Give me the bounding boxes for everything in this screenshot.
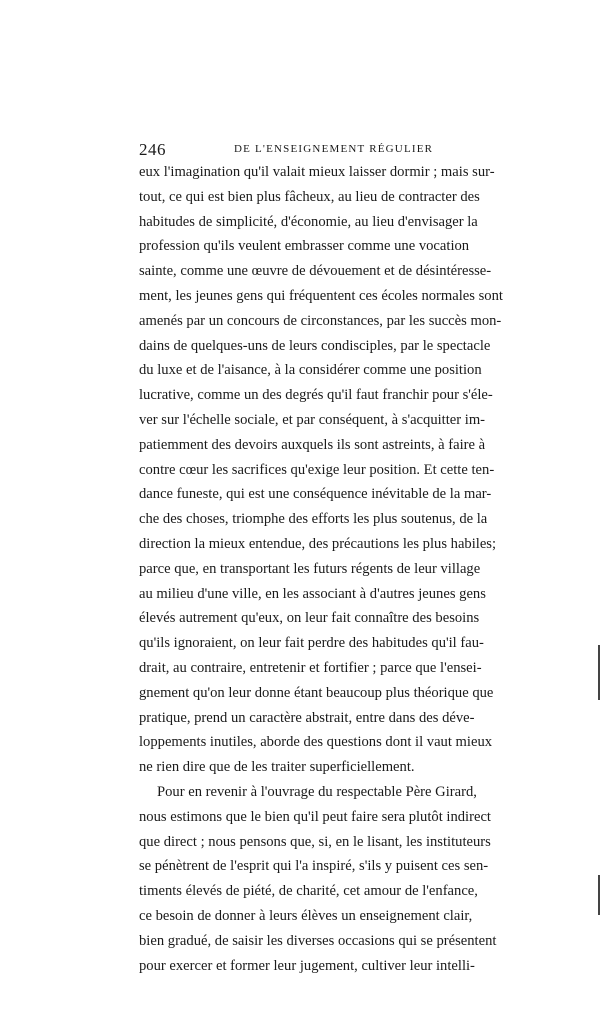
text-line: bien gradué, de saisir les diverses occasions qui se présentent xyxy=(139,932,497,949)
text-line: tout, ce qui est bien plus fâcheux, au lieu de contracter des xyxy=(139,188,480,205)
text-line: contre cœur les sacrifices qu'exige leur position. Et cette ten- xyxy=(139,461,495,478)
text-line: Pour en revenir à l'ouvrage du respectable Père Girard, xyxy=(157,783,477,800)
text-line: ver sur l'échelle sociale, et par conséquent, à s'acquitter im- xyxy=(139,411,486,428)
text-line: che des choses, triomphe des efforts les plus soutenus, de la xyxy=(139,511,488,528)
text-line: qu'ils ignoraient, on leur fait perdre des habitudes qu'il fau- xyxy=(139,635,484,652)
text-line: gnement qu'on leur donne étant beaucoup plus théorique que xyxy=(139,684,494,701)
text-line: ne rien dire que de les traiter superficiellement. xyxy=(139,759,415,776)
text-line: patiemment des devoirs auxquels ils sont astreints, à faire à xyxy=(139,436,486,453)
text-line: direction la mieux entendue, des précautions les plus habiles; xyxy=(139,535,497,552)
text-line: élevés autrement qu'eux, on leur fait connaître des besoins xyxy=(139,610,480,627)
text-line: habitudes de simplicité, d'économie, au lieu d'envisager la xyxy=(139,213,478,230)
text-line: lucrative, comme un des degrés qu'il faut franchir pour s'éle- xyxy=(139,387,493,404)
text-line: se pénètrent de l'esprit qui l'a inspiré, s'ils y puisent ces sen- xyxy=(139,858,489,875)
text-line: nous estimons que le bien qu'il peut faire sera plutôt indirect xyxy=(139,808,491,825)
text-line: parce que, en transportant les futurs régents de leur village xyxy=(139,560,481,577)
text-line: dains de quelques-uns de leurs condisciples, par le spectacle xyxy=(139,337,491,354)
running-title: DE L'ENSEIGNEMENT RÉGULIER xyxy=(234,143,434,155)
text-line: loppements inutiles, aborde des questions dont il vaut mieux xyxy=(139,734,493,751)
text-line: timents élevés de piété, de charité, cet amour de l'enfance, xyxy=(139,883,478,900)
text-line: au milieu d'une ville, en les associant à d'autres jeunes gens xyxy=(139,585,486,602)
text-line: que direct ; nous pensons que, si, en le lisant, les instituteurs xyxy=(139,833,491,850)
text-line: ment, les jeunes gens qui fréquentent ces écoles normales sont xyxy=(139,287,503,304)
page-number: 246 xyxy=(139,140,166,159)
text-line: pratique, prend un caractère abstrait, entre dans des déve- xyxy=(139,709,475,726)
text-line: sainte, comme une œuvre de dévouement et de désintéresse- xyxy=(139,263,492,280)
text-line: eux l'imagination qu'il valait mieux laisser dormir ; mais sur- xyxy=(139,164,495,180)
page-header xyxy=(139,140,462,160)
text-line: ce besoin de donner à leurs élèves un enseignement clair, xyxy=(139,907,473,924)
text-line: amenés par un concours de circonstances, par les succès mon- xyxy=(139,312,502,329)
body-text xyxy=(139,160,503,978)
text-line: du luxe et de l'aisance, à la considérer comme une position xyxy=(139,362,482,379)
text-line: dance funeste, qui est une conséquence inévitable de la mar- xyxy=(139,486,492,503)
text-line: drait, au contraire, entretenir et fortifier ; parce que l'ensei- xyxy=(139,659,482,676)
text-line: profession qu'ils veulent embrasser comme une vocation xyxy=(139,238,470,255)
text-line: pour exercer et former leur jugement, cultiver leur intelli- xyxy=(139,957,475,974)
